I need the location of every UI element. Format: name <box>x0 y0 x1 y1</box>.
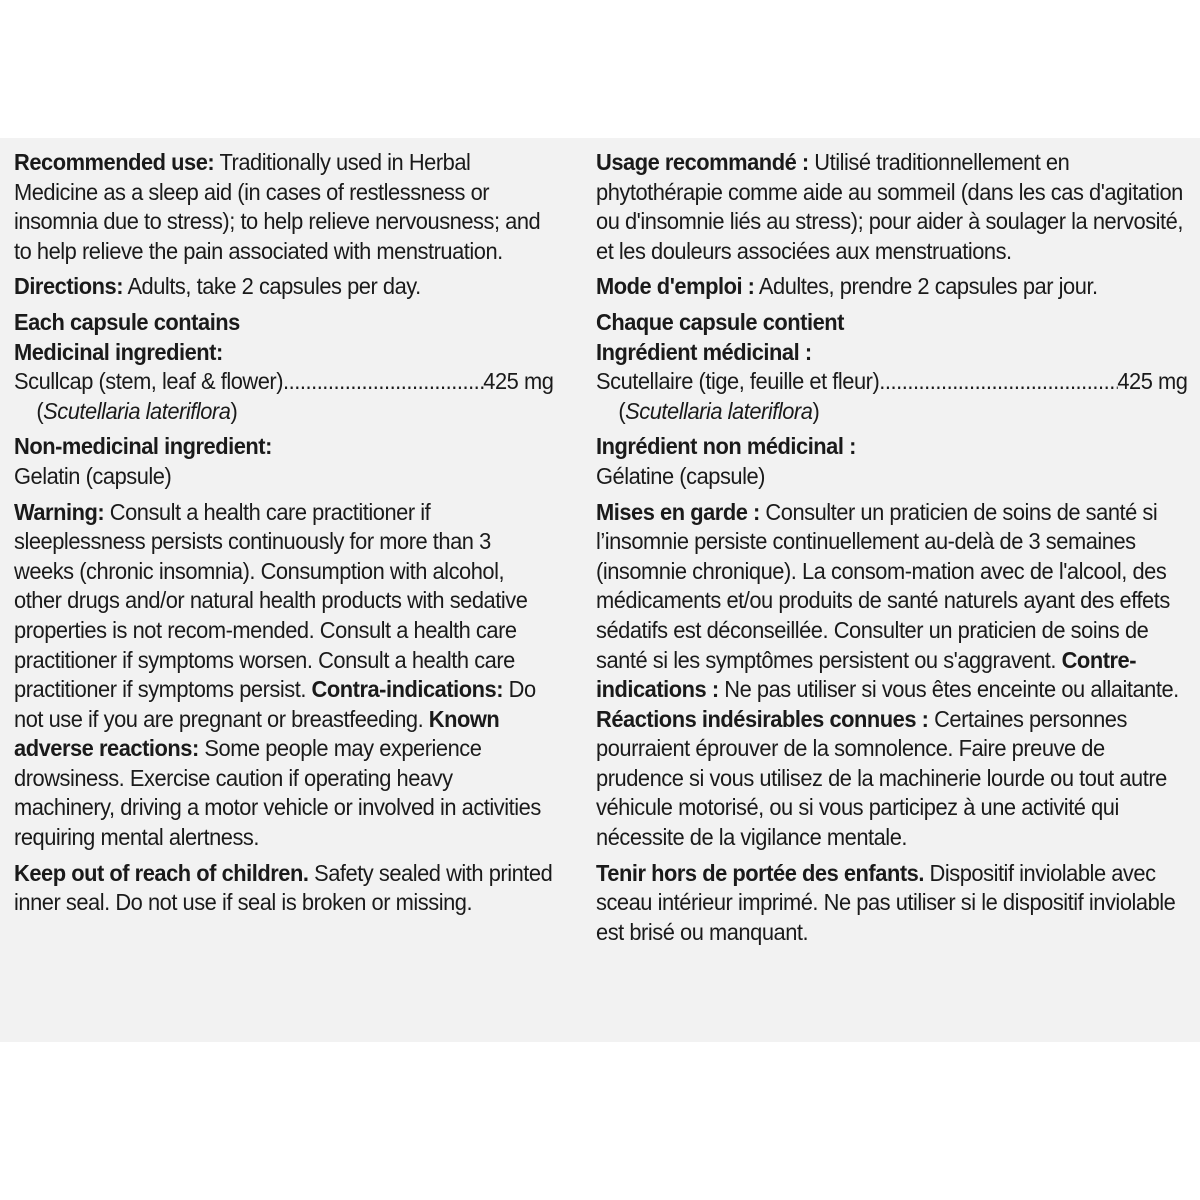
capsule-contents-heading: Each capsule contains <box>14 308 240 335</box>
dot-leader <box>879 367 1117 397</box>
keep-out-fr-heading: Tenir hors de portée des enfants. <box>596 859 924 886</box>
non-medicinal-text: Gelatin (capsule) <box>14 462 172 489</box>
ingredients-fr-section <box>596 308 1187 426</box>
contraindications-fr-heading: Contre-indications : <box>596 646 1137 703</box>
medicinal-ingredient-heading: Medicinal ingredient: <box>14 338 223 365</box>
ingredient-fr-name: Scutellaire (tige, feuille et fleur) <box>596 368 880 395</box>
usage-text: Utilisé traditionnellement en phytothérapie comme aide au sommeil (dans les cas d'agitation ou d'insomnie liés au stress); pour aider à soulager la nervosité, et les douleurs associées aux menstruations. <box>596 149 1183 264</box>
contraindications-heading: Contra-indications: <box>311 676 504 703</box>
keep-out-text: Safety sealed with printed inner seal. Do not use if seal is broken or missing. <box>14 859 553 916</box>
mode-emploi-heading: Mode d'emploi : <box>596 273 755 300</box>
scientific-name-fr: (Scutellaria lateriflora) <box>618 397 820 424</box>
medicinal-ingredient-fr-row <box>596 367 1187 397</box>
ingredient-amount: 425 mg <box>483 368 554 395</box>
keep-out-section <box>14 859 553 918</box>
warning-fr-section <box>596 498 1187 853</box>
usage-heading: Usage recommandé : <box>596 149 809 175</box>
warning-heading: Warning: <box>14 498 105 525</box>
capsule-contents-fr-heading: Chaque capsule contient <box>596 308 844 335</box>
warning-fr-text: Consulter un praticien de soins de santé si l’insomnie persiste continuellement au-delà de 3 semaines (insomnie chronique). La consom-mation avec de l'alcool, des médicaments et/ou produits de santé naturels ayant des effets sédatifs est déconseillée. Consulter un praticien de soins de santé si les symptômes persistent ou s'aggravent. <box>596 498 1170 673</box>
contraindications-text: Do not use if you are pregnant or breastfeeding. <box>14 676 536 732</box>
directions-text: Adults, take 2 capsules per day. <box>127 273 421 300</box>
recommended-use-heading: Recommended use: <box>14 149 215 175</box>
warning-fr-heading: Mises en garde : <box>596 498 760 525</box>
mode-emploi-section <box>596 272 1187 302</box>
non-medicinal-heading: Non-medicinal ingredient: <box>14 433 272 460</box>
recommended-use-text: Traditionally used in Herbal Medicine as a sleep aid (in cases of restlessness or insomnia due to stress); to help relieve nervousness; and to help relieve the pain associated with menstruation. <box>14 149 541 264</box>
french-column <box>596 148 1187 947</box>
medicinal-ingredient-fr-heading: Ingrédient médicinal : <box>596 338 812 365</box>
recommended-use-section <box>14 148 553 266</box>
contraindications-fr-text: Ne pas utiliser si vous êtes enceinte ou allaitante. <box>724 676 1179 703</box>
medicinal-ingredient-row <box>14 367 553 397</box>
english-column <box>14 148 553 918</box>
scientific-name: (Scutellaria lateriflora) <box>36 397 238 424</box>
non-medicinal-section <box>14 432 553 491</box>
directions-heading: Directions: <box>14 273 124 300</box>
warning-section <box>14 498 553 853</box>
non-medicinal-fr-heading: Ingrédient non médicinal : <box>596 433 856 460</box>
ingredient-name: Scullcap (stem, leaf & flower) <box>14 368 284 395</box>
keep-out-fr-section <box>596 859 1187 948</box>
adverse-reactions-text: Some people may experience drowsiness. Exercise caution if operating heavy machinery, driving a motor vehicle or involved in activities requiring mental alertness. <box>14 735 541 851</box>
keep-out-heading: Keep out of reach of children. <box>14 859 309 886</box>
adverse-reactions-fr-heading: Réactions indésirables connues : <box>596 705 929 732</box>
ingredient-fr-amount: 425 mg <box>1117 368 1188 395</box>
non-medicinal-fr-text: Gélatine (capsule) <box>596 462 765 489</box>
keep-out-fr-text: Dispositif inviolable avec sceau intérieur imprimé. Ne pas utiliser si le dispositif inviolable est brisé ou manquant. <box>596 859 1176 945</box>
label-panel <box>0 138 1200 1042</box>
dot-leader <box>283 367 483 397</box>
usage-section <box>596 148 1187 266</box>
warning-text: Consult a health care practitioner if sleeplessness persists continuously for more than 3 weeks (chronic insomnia). Consumption with alcohol, other drugs and/or natural health products with sedative properties is not recom-mended. Consult a health care practitioner if symptoms worsen. Consult a health care practitioner if symptoms persist. <box>14 498 528 703</box>
mode-emploi-text: Adultes, prendre 2 capsules par jour. <box>758 273 1098 300</box>
non-medicinal-fr-section <box>596 432 1187 491</box>
adverse-reactions-heading: Known adverse reactions: <box>14 705 500 762</box>
ingredients-section <box>14 308 553 426</box>
directions-section <box>14 272 553 302</box>
adverse-reactions-fr-text: Certaines personnes pourraient éprouver de la somnolence. Faire preuve de prudence si vous utilisez de la machinerie lourde ou tout autre véhicule motorisé, ou si vous participez à une activité qui nécessite de la vigilance mentale. <box>596 705 1167 851</box>
